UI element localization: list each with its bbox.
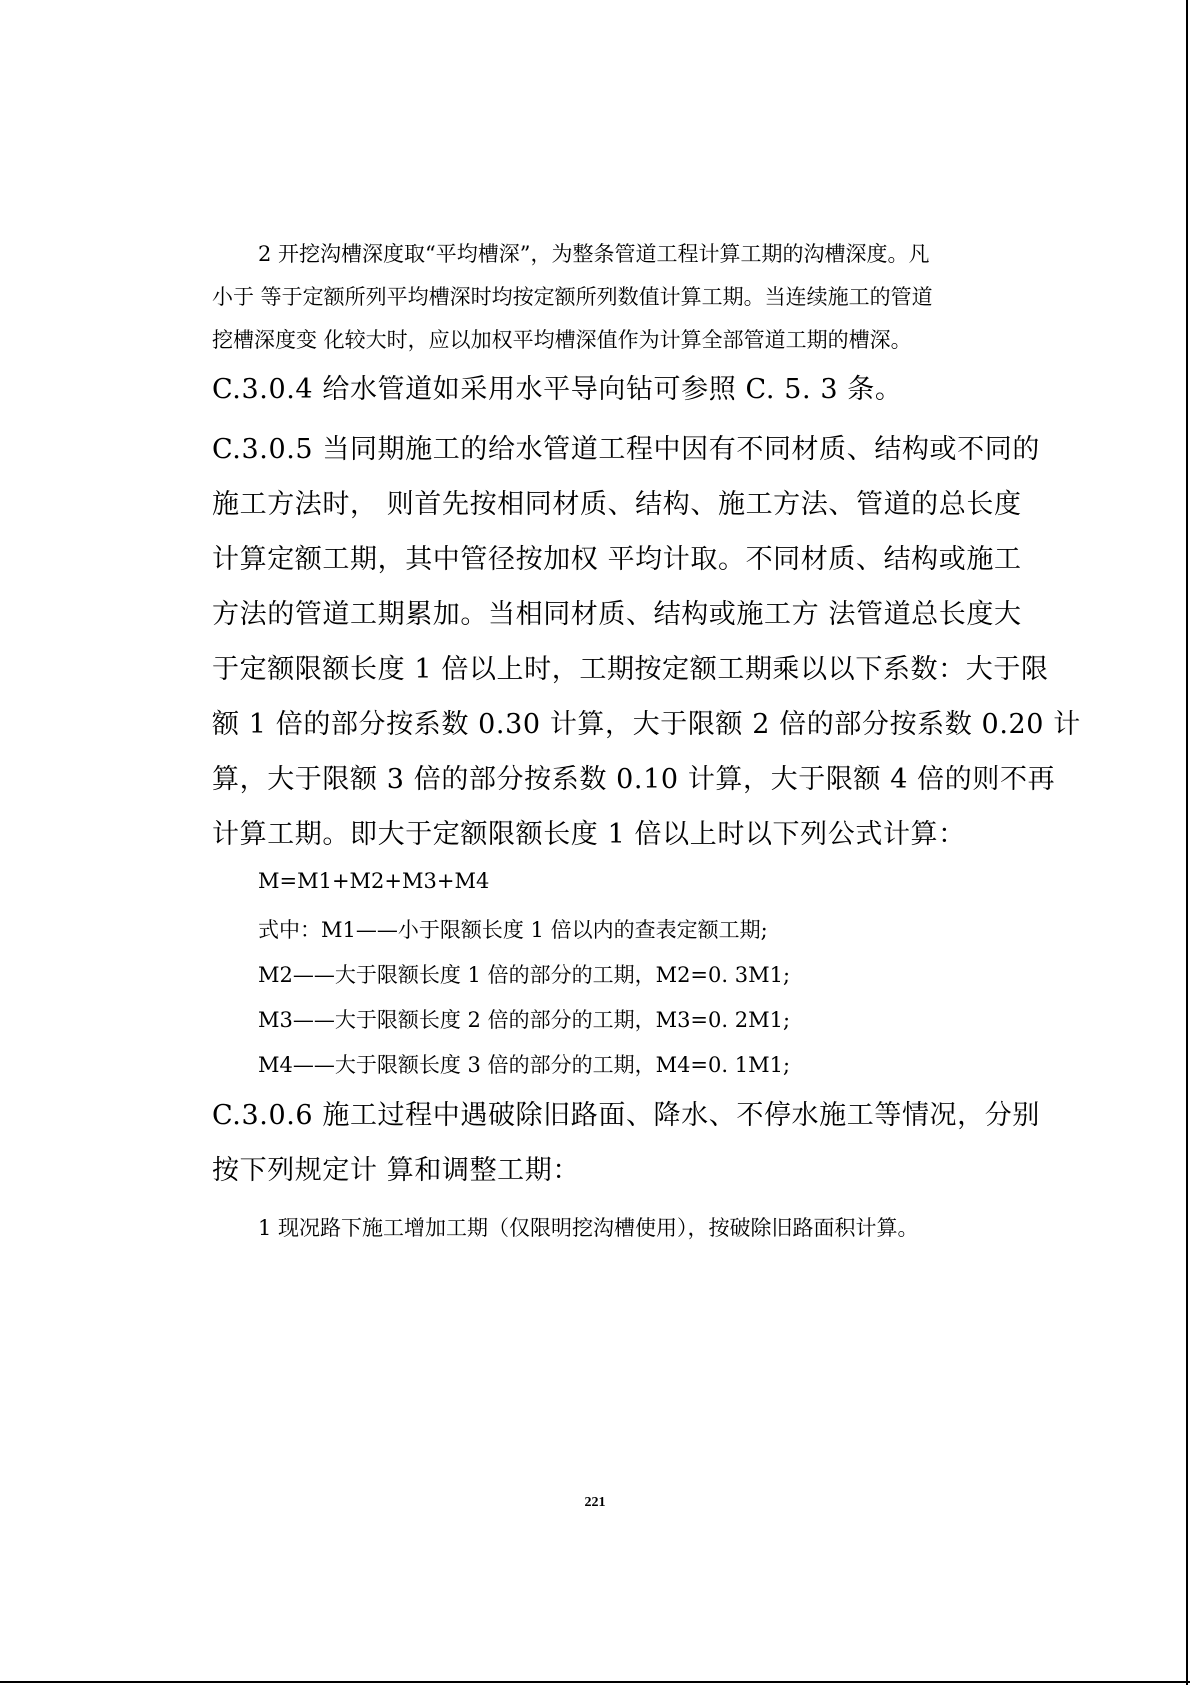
clause-c305-line-2: 施工方法时， 则首先按相同材质、结构、施工方法、管道的总长度 xyxy=(212,489,1022,520)
paragraph-2-line-3: 挖槽深度变 化较大时，应以加权平均槽深值作为计算全部管道工期的槽深。 xyxy=(212,328,912,352)
page-border-right xyxy=(1186,0,1188,1685)
clause-c306-line-2: 按下列规定计 算和调整工期： xyxy=(212,1155,580,1186)
clause-c305-line-4: 方法的管道工期累加。当相同材质、结构或施工方 法管道总长度大 xyxy=(212,599,1022,630)
formula-m3: M3——大于限额长度 2 倍的部分的工期，M3=0. 2M1; xyxy=(258,1008,791,1032)
clause-c305-line-5: 于定额限额长度 1 倍以上时，工期按定额工期乘以以下系数：大于限 xyxy=(212,654,1049,685)
item-1: 1 现况路下施工增加工期（仅限明挖沟槽使用），按破除旧路面积计算。 xyxy=(258,1216,919,1240)
clause-c305-line-6: 额 1 倍的部分按系数 0.30 计算，大于限额 2 倍的部分按系数 0.20 计 xyxy=(212,709,1081,740)
clause-c305-line-8: 计算工期。即大于定额限额长度 1 倍以上时以下列公式计算： xyxy=(212,819,966,850)
formula-m2: M2——大于限额长度 1 倍的部分的工期，M2=0. 3M1; xyxy=(258,963,791,987)
clause-c305-line-7: 算，大于限额 3 倍的部分按系数 0.10 计算，大于限额 4 倍的则不再 xyxy=(212,764,1056,795)
paragraph-2-line-2: 小于 等于定额所列平均槽深时均按定额所列数值计算工期。当连续施工的管道 xyxy=(212,285,933,309)
formula-m4: M4——大于限额长度 3 倍的部分的工期，M4=0. 1M1; xyxy=(258,1053,791,1077)
clause-c304: C.3.0.4 给水管道如采用水平导向钻可参照 C. 5. 3 条。 xyxy=(212,374,903,405)
formula-m1: 式中：M1——小于限额长度 1 倍以内的查表定额工期; xyxy=(258,918,768,942)
clause-c305-line-3: 计算定额工期，其中管径按加权 平均计取。不同材质、结构或施工 xyxy=(212,544,1022,575)
paragraph-2-line-1: 2 开挖沟槽深度取“平均槽深”，为整条管道工程计算工期的沟槽深度。凡 xyxy=(258,242,930,266)
clause-c306-line-1: C.3.0.6 施工过程中遇破除旧路面、降水、不停水施工等情况，分别 xyxy=(212,1100,1040,1131)
page-border-bottom xyxy=(0,1681,1190,1683)
clause-c305-line-1: C.3.0.5 当同期施工的给水管道工程中因有不同材质、结构或不同的 xyxy=(212,434,1040,465)
page-number: 221 xyxy=(584,1495,606,1510)
formula-main: M=M1+M2+M3+M4 xyxy=(258,869,490,893)
